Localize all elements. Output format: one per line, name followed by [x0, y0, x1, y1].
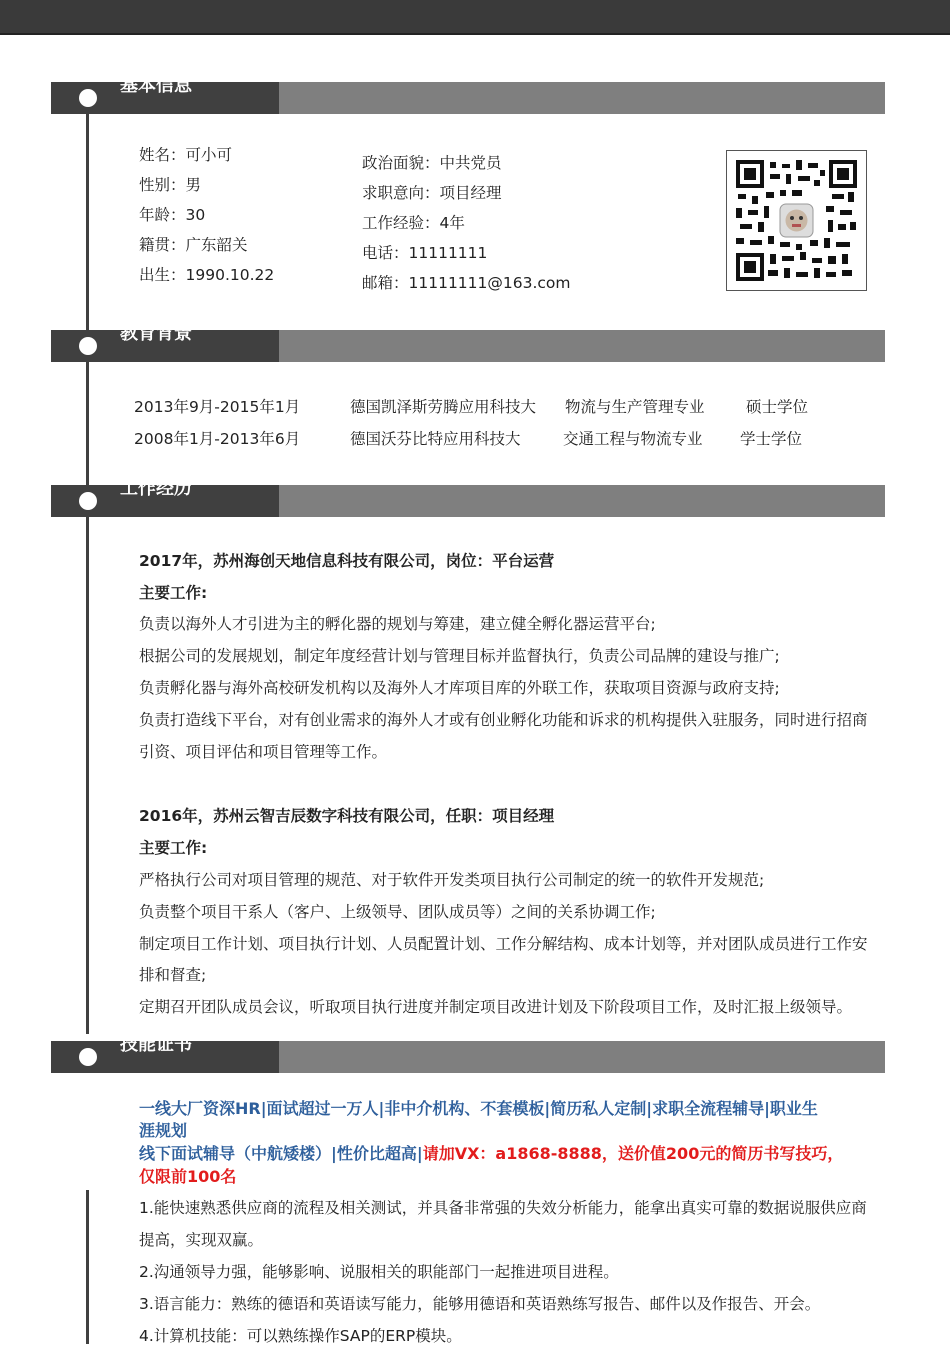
- promo-contact: 请加VX：a1868-8888，送价值200元的简历书写技巧，: [422, 1144, 844, 1163]
- duties-label: 主要工作:: [139, 584, 208, 602]
- edu-school: 德国沃芬比特应用科技大: [350, 430, 521, 448]
- section-title: 技能证书: [120, 1034, 192, 1055]
- duty-line: 负责打造线下平台，对有创业需求的海外人才或有创业孵化功能和诉求的机构提供入驻服务，同时进行招商: [139, 711, 868, 729]
- gender-field: 性别：男: [139, 176, 202, 194]
- duty-line: 负责整个项目干系人（客户、上级领导、团队成员等）之间的关系协调工作;: [139, 903, 656, 921]
- duty-line: 根据公司的发展规划，制定年度经营计划与管理目标并监督执行，负责公司品牌的建设与推广;: [139, 647, 780, 665]
- duty-line: 排和督查;: [139, 966, 207, 984]
- edu-school: 德国凯泽斯劳腾应用科技大: [350, 398, 537, 416]
- intent-field: 求职意向：项目经理: [362, 184, 502, 202]
- skill-line: 4.计算机技能：可以熟练操作SAP的ERP模块。: [139, 1327, 462, 1345]
- skill-line: 提高，实现双赢。: [139, 1231, 264, 1249]
- duty-line: 负责孵化器与海外高校研发机构以及海外人才库项目库的外联工作，获取项目资源与政府支持;: [139, 679, 780, 697]
- phone-field: 电话：11111111: [362, 244, 488, 262]
- experience-field: 工作经验：4年: [362, 214, 465, 232]
- edu-degree: 硕士学位: [746, 398, 809, 416]
- duties-label: 主要工作:: [139, 839, 208, 857]
- promo-line: 涯规划: [139, 1121, 188, 1140]
- edu-period: 2008年1月-2013年6月: [134, 430, 301, 448]
- job-title: 2017年，苏州海创天地信息科技有限公司，岗位：平台运营: [139, 552, 555, 570]
- name-field: 姓名：可小可: [139, 146, 233, 164]
- email-field: 邮箱：11111111@163.com: [362, 274, 571, 292]
- section-title: 基本信息: [120, 75, 192, 96]
- timeline-line-lower: [86, 1190, 89, 1344]
- timeline-dot-icon: [79, 337, 97, 355]
- section-header-skills: [51, 1034, 885, 1073]
- birth-field: 出生：1990.10.22: [139, 266, 275, 284]
- timeline-dot-icon: [79, 492, 97, 510]
- edu-period: 2013年9月-2015年1月: [134, 398, 301, 416]
- politics-field: 政治面貌：中共党员: [362, 154, 502, 172]
- promo-line: 一线大厂资深HR|面试超过一万人|非中介机构、不套模板|简历私人定制|求职全流程辅导|职业生: [139, 1099, 818, 1118]
- edu-major: 物流与生产管理专业: [565, 398, 705, 416]
- timeline-dot-icon: [79, 89, 97, 107]
- duty-line: 负责以海外人才引进为主的孵化器的规划与筹建，建立健全孵化器运营平台;: [139, 615, 656, 633]
- promo-line: 线下面试辅导（中航矮楼）|性价比超高|请加VX：a1868-8888，送价值200元的简历书写技巧，: [139, 1144, 844, 1163]
- top-bar: [0, 0, 950, 35]
- section-header-education: [51, 323, 885, 362]
- section-header-basic: [51, 75, 885, 114]
- duty-line: 严格执行公司对项目管理的规范、对于软件开发类项目执行公司制定的统一的软件开发规范;: [139, 871, 765, 889]
- section-header-work: [51, 478, 885, 517]
- section-title: 工作经历: [120, 478, 192, 499]
- timeline-line: [86, 114, 89, 1034]
- duty-line: 制定项目工作计划、项目执行计划、人员配置计划、工作分解结构、成本计划等，并对团队成员进行工作安: [139, 935, 868, 953]
- age-field: 年龄：30: [139, 206, 206, 224]
- hometown-field: 籍贯：广东韶关: [139, 236, 248, 254]
- edu-degree: 学士学位: [740, 430, 803, 448]
- job-title: 2016年，苏州云智吉辰数字科技有限公司，任职：项目经理: [139, 807, 555, 825]
- section-title: 教育背景: [120, 323, 192, 344]
- skill-line: 1.能快速熟悉供应商的流程及相关测试，并具备非常强的失效分析能力，能拿出真实可靠的数据说服供应商: [139, 1199, 867, 1217]
- edu-major: 交通工程与物流专业: [563, 430, 703, 448]
- skill-line: 3.语言能力：熟练的德语和英语读写能力，能够用德语和英语熟练写报告、邮件以及作报告、开会。: [139, 1295, 821, 1313]
- duty-line: 定期召开团队成员会议，听取项目执行进度并制定项目改进计划及下阶段项目工作，及时汇报上级领导。: [139, 998, 853, 1016]
- promo-line-red: 仅限前100名: [139, 1167, 237, 1186]
- duty-line: 引资、项目评估和项目管理等工作。: [139, 743, 388, 761]
- timeline-dot-icon: [79, 1048, 97, 1066]
- skill-line: 2.沟通领导力强，能够影响、说服相关的职能部门一起推进项目进程。: [139, 1263, 619, 1281]
- qr-code-icon: [726, 150, 867, 291]
